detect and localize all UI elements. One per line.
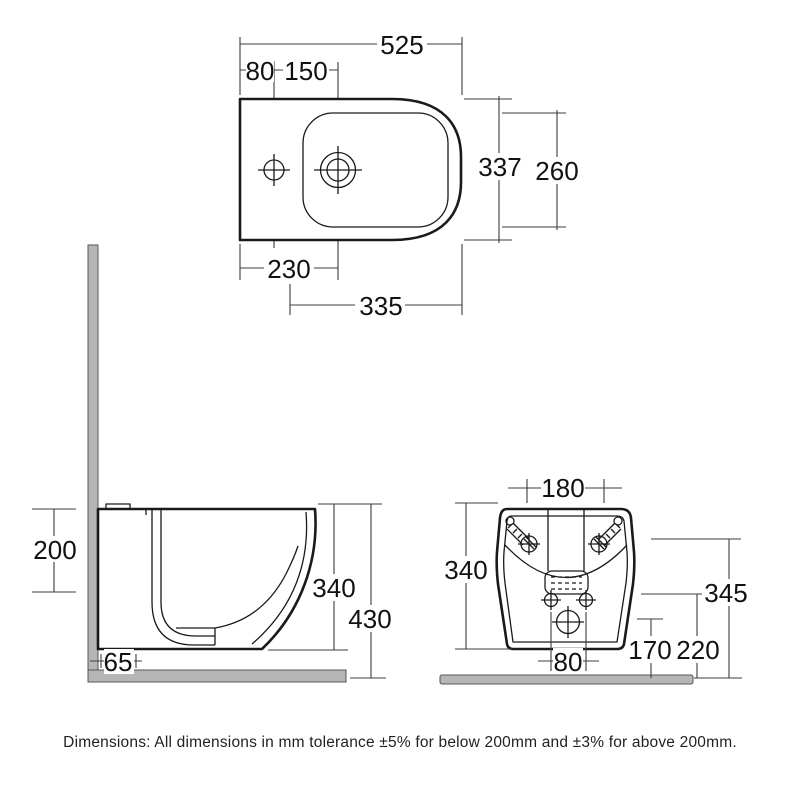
dim-label-bowl-depth: 260: [535, 156, 579, 186]
dim-label-overall-depth: 337: [478, 152, 522, 182]
dim-label-fixing-centres: 180: [541, 473, 585, 503]
dim-label-fixing-spacing: 80: [553, 647, 583, 677]
front-view: [440, 473, 750, 684]
dim-label-projection: 335: [359, 291, 403, 321]
dim-label-tap-to-drain: 150: [284, 56, 328, 86]
dim-label-wall-clearance: 65: [103, 647, 133, 677]
dim-label-tap-offset: 80: [245, 56, 275, 86]
dim-label-rim-zone: 200: [33, 535, 77, 565]
top-view: [240, 30, 580, 321]
dim-label-drain-offset: 230: [267, 254, 311, 284]
tolerance-note: Dimensions: All dimensions in mm tolerance ±5% for below 200mm and ±3% for above 200mm.: [63, 734, 737, 751]
wall-section: [88, 245, 98, 682]
dim-label-body-height-side: 340: [312, 573, 356, 603]
dim-label-overall-height: 430: [348, 604, 392, 634]
front-view-body-outline: [497, 509, 635, 649]
dim-label-overall-width: 525: [380, 30, 424, 60]
dim-label-body-height-front: 340: [444, 555, 488, 585]
dim-label-outlet-height: 170: [628, 635, 672, 665]
side-view: [32, 245, 394, 682]
dim-label-fixing-height: 220: [676, 635, 720, 665]
dim-label-supply-height: 345: [704, 578, 748, 608]
